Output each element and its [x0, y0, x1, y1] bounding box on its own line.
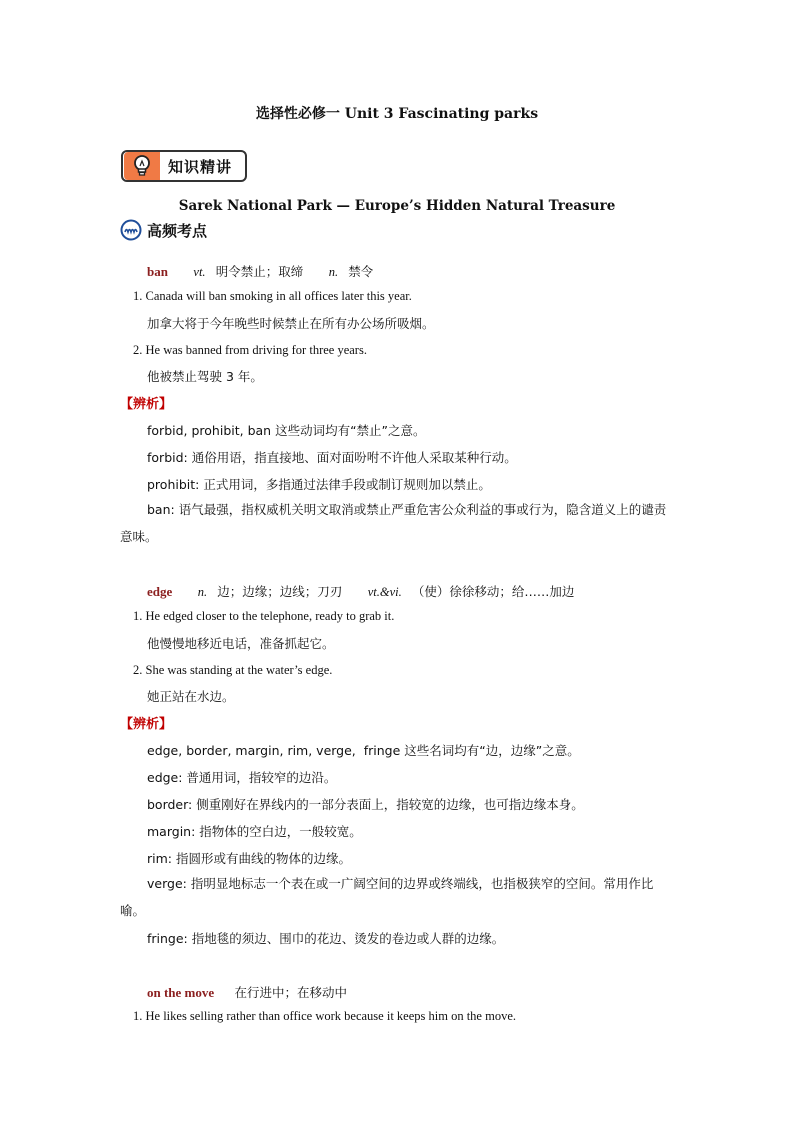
definition: 在行进中；在移动中: [234, 985, 348, 1000]
keyword: edge: [147, 584, 173, 599]
analysis-line: edge, border, margin, rim, verge, fringe 这些名词均有“边，边缘”之意。: [147, 743, 580, 758]
example-zh: 加拿大将于今年晚些时候禁止在所有办公场所吸烟。: [147, 316, 435, 331]
analysis-label: 【辨析】: [120, 397, 173, 412]
example-zh: 她正站在水边。: [147, 689, 235, 704]
analysis-line: forbid, prohibit, ban 这些动词均有“禁止”之意。: [147, 423, 426, 438]
analysis-paragraph: ban: 语气最强，指权威机关明文取消或禁止严重危害公众利益的事或行为，隐含道义上的谴责意味。: [120, 502, 667, 544]
example-zh: 他慢慢地移近电话，准备抓起它。: [147, 636, 335, 651]
passage-title: Sarek National Park — Europe’s Hidden Natural Treasure: [178, 198, 616, 214]
analysis-line: margin: 指物体的空白边，一般较宽。: [147, 824, 362, 839]
analysis-line: prohibit: 正式用词，多指通过法律手段或制订规则加以禁止。: [147, 477, 491, 492]
definition: （使）徐徐移动；给……加边: [411, 584, 575, 599]
section-heading: [120, 219, 207, 241]
part-of-speech: n.: [328, 265, 339, 279]
section-heading-label: 高频考点: [147, 221, 208, 240]
definition: 明令禁止；取缔: [215, 264, 304, 279]
analysis-label: 【辨析】: [120, 717, 173, 732]
definition: 禁令: [348, 264, 374, 279]
analysis-line: edge: 普通用词，指较窄的边沿。: [147, 770, 337, 785]
lightbulb-icon: [124, 152, 160, 180]
analysis-line: forbid: 通俗用语，指直接地、面对面吩咐不许他人采取某种行动。: [147, 450, 517, 465]
entry-edge-headline: [147, 581, 574, 600]
entry-ban-headline: [147, 261, 373, 280]
example-en: 1. He edged closer to the telephone, ready to grab it.: [133, 609, 395, 623]
example-en: 2. He was banned from driving for three years.: [133, 343, 367, 357]
analysis-line: fringe: 指地毯的须边、围巾的花边、烫发的卷边或人群的边缘。: [147, 931, 505, 946]
banner-label: 知识精讲: [168, 157, 233, 176]
part-of-speech: n.: [197, 585, 208, 599]
part-of-speech: vt.: [193, 265, 206, 279]
example-en: 1. He likes selling rather than office work because it keeps him on the move.: [133, 1009, 516, 1023]
keyword: ban: [147, 264, 168, 279]
keyword: on the move: [147, 985, 215, 1000]
example-en: 1. Canada will ban smoking in all offices later this year.: [133, 289, 412, 303]
example-en: 2. She was standing at the water’s edge.: [133, 663, 333, 677]
page-title: 选择性必修一 Unit 3 Fascinating parks: [255, 106, 539, 122]
entry-on-the-move-headline: [147, 982, 347, 1001]
analysis-line: rim: 指圆形或有曲线的物体的边缘。: [147, 851, 351, 866]
part-of-speech: vt.&vi.: [367, 585, 402, 599]
analysis-paragraph: verge: 指明显地标志一个表在或一广阔空间的边界或终端线，也指极狭窄的空间。常用作比喻。: [120, 876, 654, 918]
analysis-line: border: 侧重刚好在界线内的一部分表面上，指较宽的边缘，也可指边缘本身。: [147, 797, 584, 812]
definition: 边；边缘；边线；刀刃: [217, 584, 343, 599]
example-zh: 他被禁止驾驶 3 年。: [147, 369, 263, 384]
wave-icon: [120, 219, 142, 241]
knowledge-banner: [121, 150, 247, 182]
